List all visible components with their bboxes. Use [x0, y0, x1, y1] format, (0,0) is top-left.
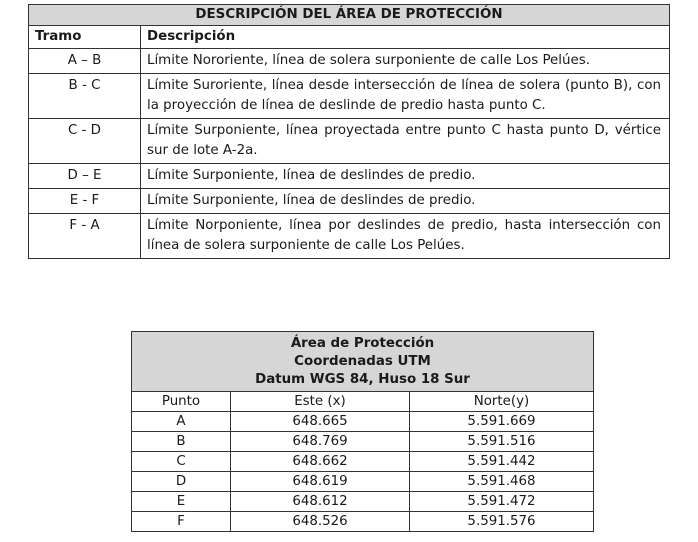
- table-header-row: [29, 26, 670, 49]
- table-row: [132, 432, 594, 452]
- column-header-descripcion: Descripción: [141, 26, 670, 49]
- norte-cell: 5.591.472: [410, 492, 594, 512]
- punto-cell: A: [132, 412, 231, 432]
- table-row: [29, 189, 670, 214]
- column-header-tramo: Tramo: [29, 26, 141, 49]
- tramo-cell: A – B: [29, 49, 141, 74]
- tramo-cell: E - F: [29, 189, 141, 214]
- norte-cell: 5.591.669: [410, 412, 594, 432]
- table-row: [132, 412, 594, 432]
- table-row: [132, 512, 594, 532]
- descripcion-cell: Límite Surponiente, línea de deslindes de predio.: [141, 164, 670, 189]
- norte-cell: 5.591.576: [410, 512, 594, 532]
- punto-cell: B: [132, 432, 231, 452]
- protection-description-title: DESCRIPCIÓN DEL ÁREA DE PROTECCIÓN: [29, 5, 670, 26]
- descripcion-cell: Límite Nororiente, línea de solera surponiente de calle Los Pelúes.: [141, 49, 670, 74]
- table-row: [29, 49, 670, 74]
- column-header-norte: Norte(y): [410, 392, 594, 412]
- este-cell: 648.769: [231, 432, 410, 452]
- norte-cell: 5.591.468: [410, 472, 594, 492]
- table-row: [132, 492, 594, 512]
- norte-cell: 5.591.516: [410, 432, 594, 452]
- este-cell: 648.619: [231, 472, 410, 492]
- este-cell: 648.526: [231, 512, 410, 532]
- norte-cell: 5.591.442: [410, 452, 594, 472]
- table-row: [29, 119, 670, 164]
- este-cell: 648.612: [231, 492, 410, 512]
- utm-title-line: Coordenadas UTM: [294, 354, 431, 369]
- protection-description-table: [28, 4, 670, 259]
- column-header-este: Este (x): [231, 392, 410, 412]
- table-row: [29, 74, 670, 119]
- punto-cell: E: [132, 492, 231, 512]
- descripcion-cell: Límite Surponiente, línea de deslindes de predio.: [141, 189, 670, 214]
- utm-title-line: Área de Protección: [290, 336, 435, 351]
- utm-coordinates-table: [131, 331, 594, 532]
- table-row: [132, 472, 594, 492]
- punto-cell: C: [132, 452, 231, 472]
- table-header-row: [132, 392, 594, 412]
- column-header-punto: Punto: [132, 392, 231, 412]
- descripcion-cell: Límite Norponiente, línea por deslindes de predio, hasta intersección con línea de solera surponiente de calle Los Pelúes.: [141, 214, 670, 259]
- table-row: [29, 164, 670, 189]
- tramo-cell: F - A: [29, 214, 141, 259]
- descripcion-cell: Límite Surponiente, línea proyectada entre punto C hasta punto D, vértice sur de lote A-2a.: [141, 119, 670, 164]
- tramo-cell: D – E: [29, 164, 141, 189]
- descripcion-cell: Límite Suroriente, línea desde intersección de línea de solera (punto B), con la proyección de línea de deslinde de predio hasta punto C.: [141, 74, 670, 119]
- punto-cell: F: [132, 512, 231, 532]
- table-row: [132, 452, 594, 472]
- utm-title-line: Datum WGS 84, Huso 18 Sur: [255, 372, 470, 387]
- tramo-cell: B - C: [29, 74, 141, 119]
- punto-cell: D: [132, 472, 231, 492]
- este-cell: 648.662: [231, 452, 410, 472]
- table-row: [29, 214, 670, 259]
- este-cell: 648.665: [231, 412, 410, 432]
- tramo-cell: C - D: [29, 119, 141, 164]
- utm-table-caption: [132, 332, 594, 392]
